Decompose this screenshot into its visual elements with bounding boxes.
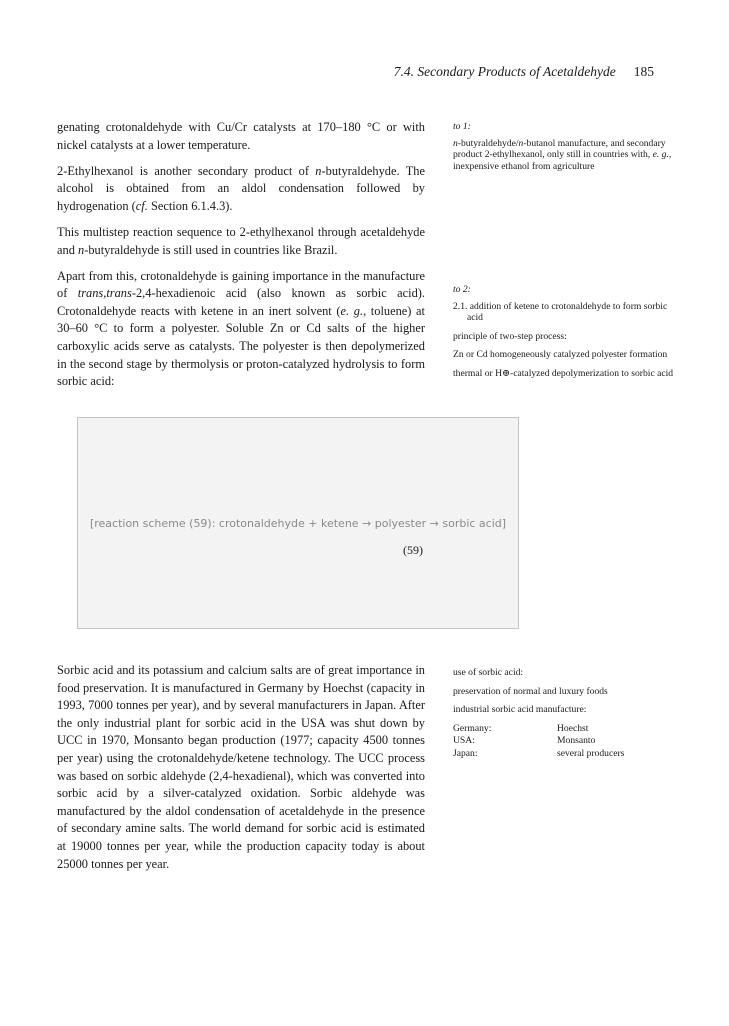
text-run-italic: e. g. [652,149,669,161]
text-run-italic: n [518,137,524,149]
margin-list-item: 2.1. addition of ketene to crotonaldehyde to form sorbic acid [453,300,668,324]
page-number: 185 [633,64,654,79]
producer-country: Japan: [453,747,478,759]
text-run-italic: n [315,163,322,178]
margin-note-3 [453,667,675,761]
paragraph-1: genating crotonaldehyde with Cu/Cr catalysts at 170–180 °C or with nickel catalysts at a lower temperature. [57,120,425,152]
text-run: -butyraldehyde. The alcohol is obtained from an aldol condensation followed by hydrogenation ( [57,163,425,213]
margin-text: thermal or H⊕-catalyzed depolymerization to sorbic acid [453,367,674,379]
text-run-italic: n [453,137,458,149]
body-text-upper [57,119,425,391]
text-run-italic: n [78,242,85,257]
paragraph-4 [57,268,425,391]
producer-row [453,723,675,735]
producer-name: Hoechst [557,722,589,734]
equation-number: (59) [403,543,423,557]
paragraph-2 [57,163,425,216]
text-run-italic: trans,trans [77,286,132,301]
producer-country: Germany: [453,722,492,734]
margin-text: use of sorbic acid: [453,667,524,678]
producer-row [453,735,675,747]
text-run: This multistep reaction sequence to 2-ethylhexanol through acetaldehyde and [57,224,425,257]
producer-name: several producers [557,747,625,759]
body-text-lower [57,662,425,873]
paragraph-3 [57,224,425,259]
producer-name: Monsanto [557,735,596,747]
text-run: , toluene) at 30–60 °C to form a polyester. Soluble Zn or Cd salts of the higher carboxylic acids serve as catalysts. The polyester is then depolymerized in the second stage by thermolysis or proton-catalyzed hydrolysis to form sorbic acid: [57,303,425,389]
paragraph-5: Sorbic acid and its potassium and calcium salts are of great importance in food preservation. It is manufactured in Germany by Hoechst (capacity in 1993, 7000 tonnes per year), and by several manufacturers in Japan. After the only industrial plant for sorbic acid in the USA was shut down by UCC in 1970, Monsanto began production (1977; capacity 4500 tonnes per year) using the crotonaldehyde/ketene technology. The UCC process was based on sorbic aldehyde (2,4-hexadienal), which was converted into sorbic acid by a silver-catalyzed oxidation. Sorbic aldehyde was manufactured by the aldol condensation of acetaldehyde in the presence of secondary amine salts. The world demand for sorbic acid is estimated at 19000 tonnes per year, while the production capacity today is about 25000 tonnes per year. [57,663,425,871]
margin-text: preservation of normal and luxury foods [453,685,608,697]
text-run-italic: cf. [135,198,148,213]
running-head-title: 7.4. Secondary Products of Acetaldehyde [393,64,616,79]
margin-text [453,138,675,173]
text-run: Apart from this, crotonaldehyde is gaining importance in the manufacture of [57,268,425,301]
reaction-scheme-placeholder: [reaction scheme (59): crotonaldehyde + ketene → polyester → sorbic acid] [77,417,519,629]
text-run: -butyraldehyde is still used in countries like Brazil. [84,242,338,257]
margin-text: industrial sorbic acid manufacture: [453,704,587,716]
margin-heading: to 2: [453,284,471,295]
text-run: -butanol manufacture, and secondary product 2-ethylhexanol, only still in countries with, [453,137,666,161]
margin-text: principle of two-step process: [453,330,567,342]
margin-note-2 [453,284,675,387]
text-run-italic: e. g. [340,303,364,318]
running-head [394,64,654,80]
margin-heading: to 1: [453,121,471,132]
text-run: -2,4-hexadienoic acid (also known as sorbic acid). Crotonaldehyde reacts with ketene in an inert solvent ( [57,286,425,318]
margin-note-1 [453,121,675,179]
text-run: , inexpensive ethanol from agriculture [453,149,672,172]
text-run: Section 6.1.4.3). [147,198,233,213]
margin-text: Zn or Cd homogeneously catalyzed polyester formation [453,349,668,361]
producer-row [453,748,675,760]
producer-country: USA: [453,735,475,747]
reaction-scheme-figure [57,413,677,635]
text-run: -butyraldehyde/ [457,137,519,149]
text-run: 2-Ethylhexanol is another secondary product of [57,163,316,178]
